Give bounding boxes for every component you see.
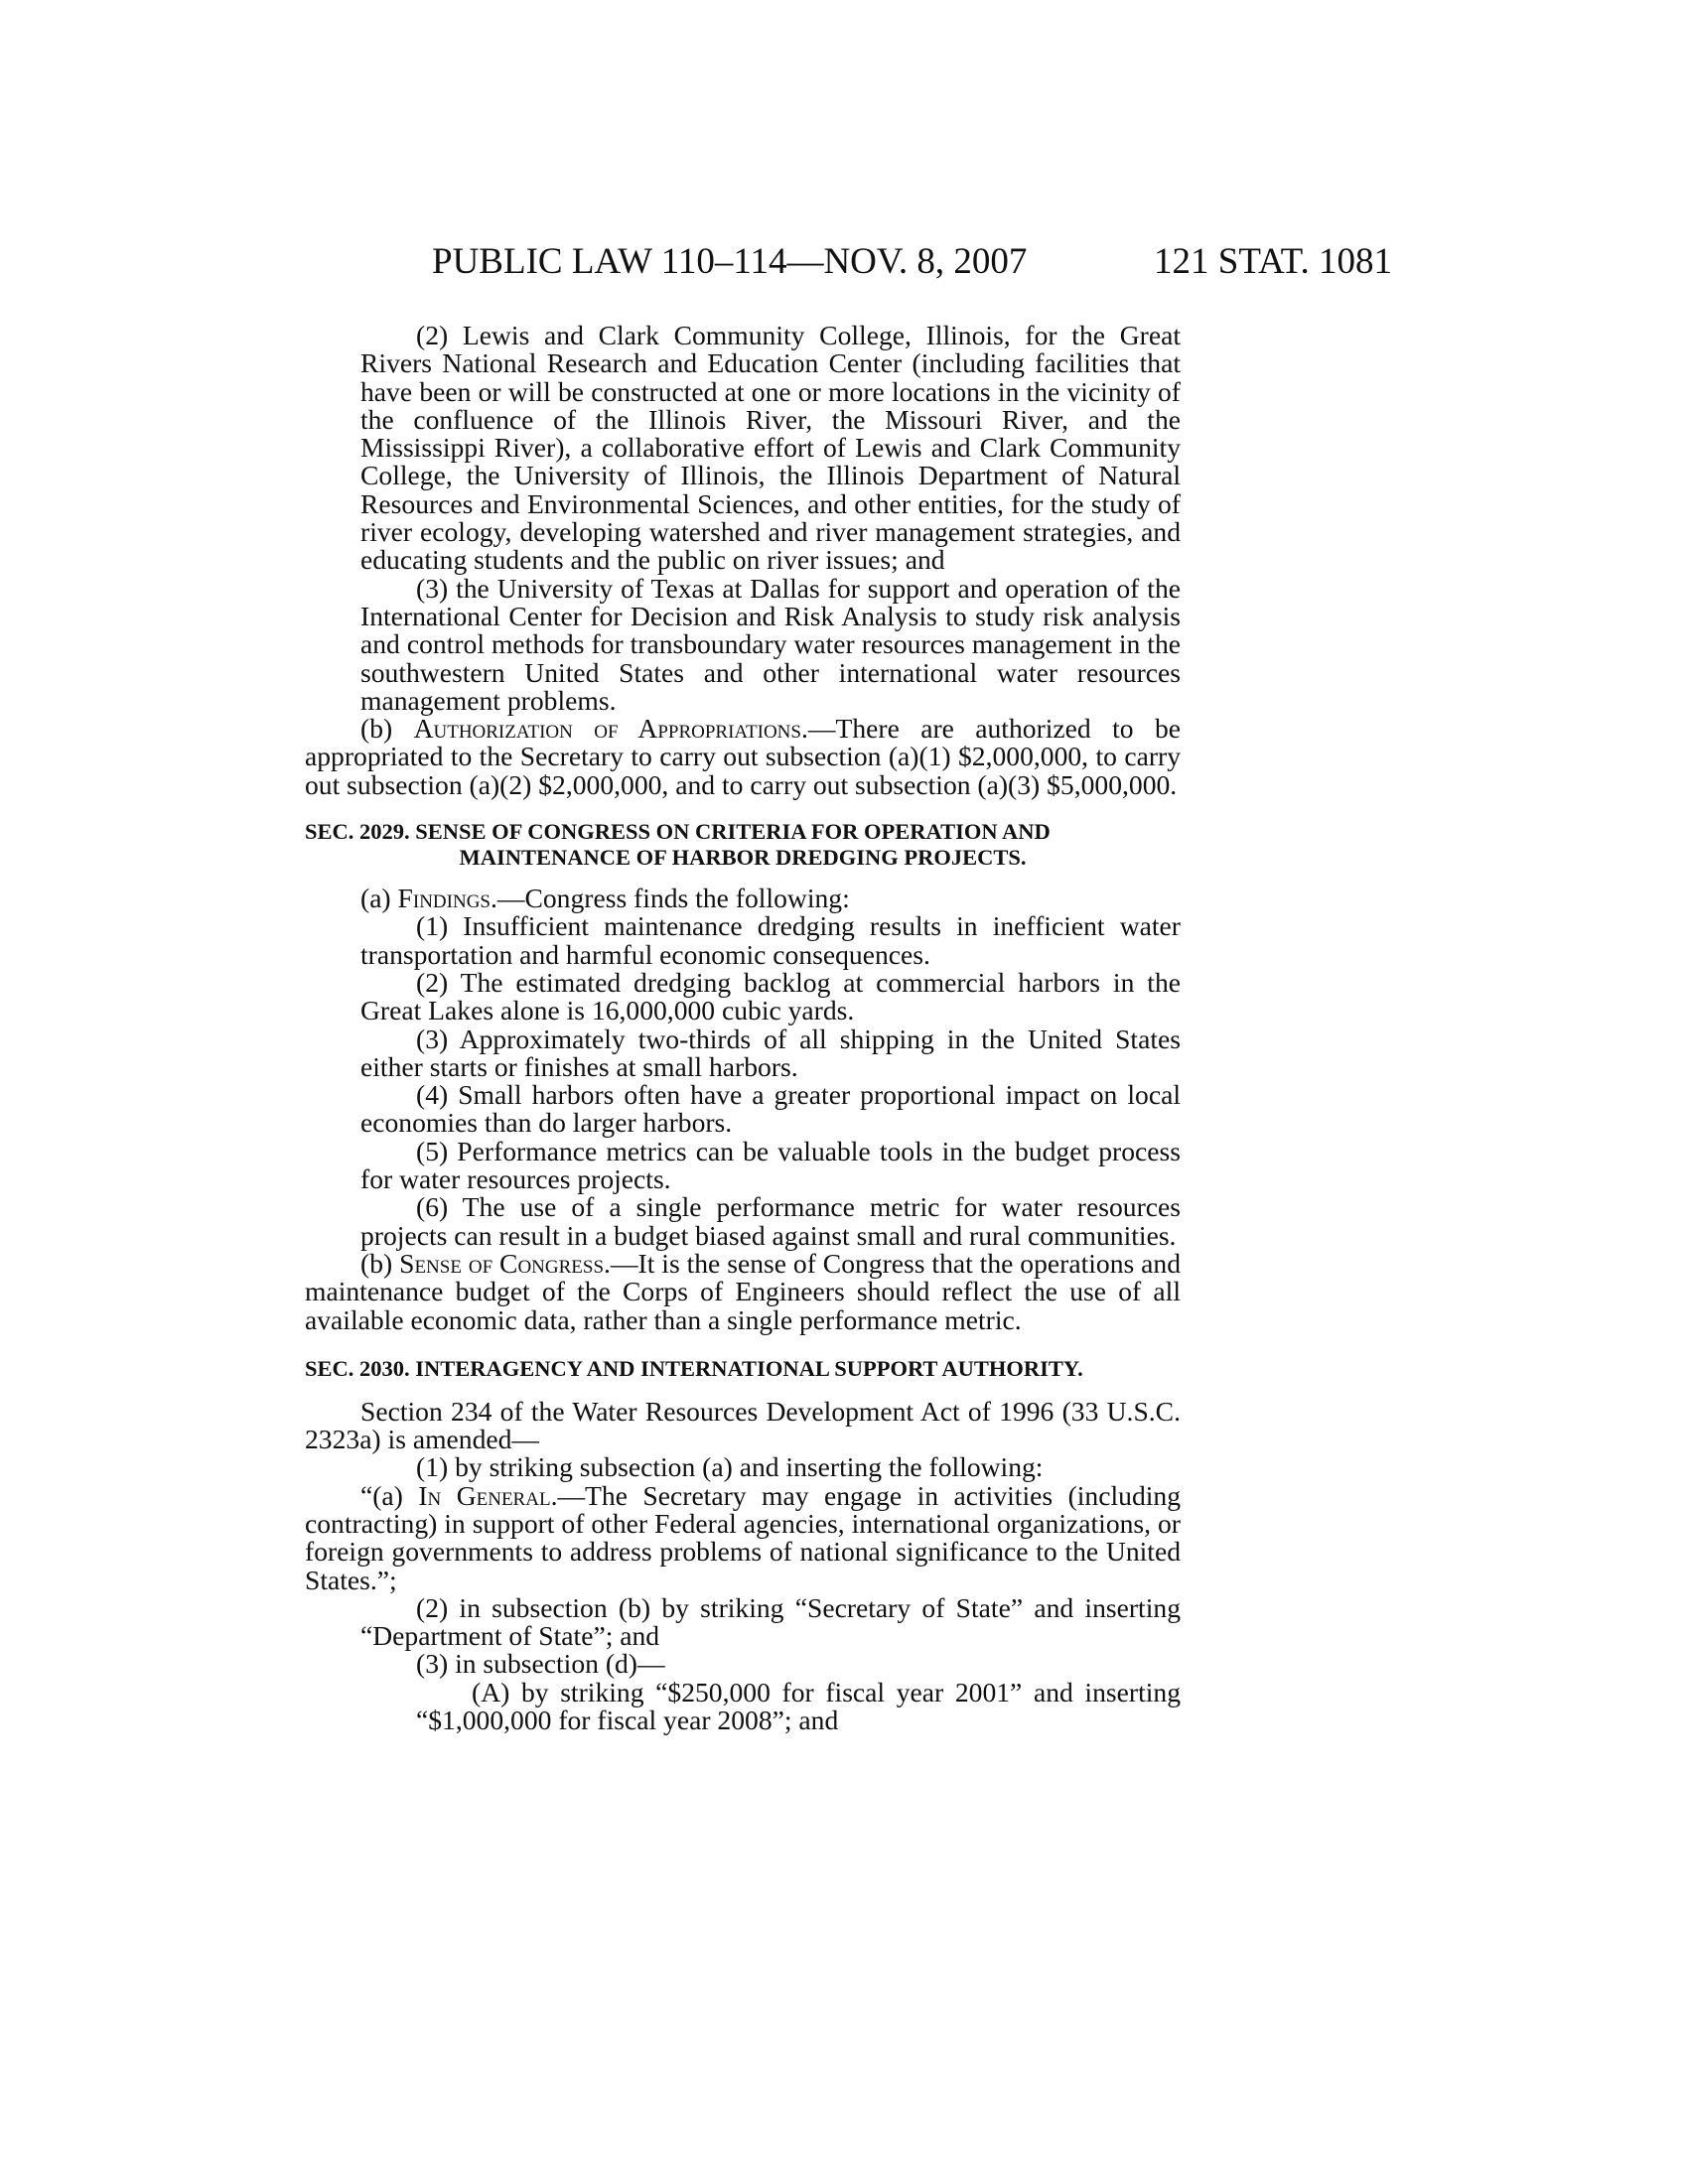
paragraph-a2: (2) Lewis and Clark Community College, Illinois, for the Great Rivers National Research and Education Center (including facilities that have been or will be constructed at one or more locations in the vicinity of the confluence of the Illinois River, the Missouri River, and the Mississippi River), a collaborative effort of Lewis and Clark Community College, the University of Illinois, the Illinois Department of Natural Resources and Environmental Sciences, and other entities, for the study of river ecology, developing watershed and river management strategies, and educating students and the public on river issues; and [360,320,1181,576]
amendment-item-2: (2) in subsection (b) by striking “Secretary of State” and inserting “Department of State”; and [360,1591,1181,1652]
amendment-item-1: (1) by striking subsection (a) and inserting the following: [416,1451,1044,1483]
finding-item: (5) Performance metrics can be valuable tools in the budget process for water resources projects. [360,1135,1181,1195]
quoted-subsection-a: “(a) In General.—The Secretary may engage in activities (including contracting) in support of other Federal agencies, international organizations, or foreign governments to address problems of national significance to the United States.”; [305,1479,1181,1595]
running-header-stat: 121 STAT. 1081 [1154,241,1392,282]
amendment-item-3a: (A) by striking “$250,000 for fiscal year 2001” and inserting “$1,000,000 for fiscal year 2008”; and [416,1676,1181,1736]
subsection-heading: In General [418,1479,551,1511]
running-header-law: PUBLIC LAW 110–114—NOV. 8, 2007 [432,241,1028,282]
subsection-heading: Sense of Congress [399,1247,605,1279]
amendment-item-3: (3) in subsection (d)— [416,1648,665,1680]
section-heading-2029: SEC. 2029. SENSE OF CONGRESS ON CRITERIA FOR OPERATION AND MAINTENANCE OF HARBOR DREDGING PROJECTS. [305,819,1051,871]
finding-item: (6) The use of a single performance metric for water resources projects can result in a budget biased against small and rural communities. [360,1191,1181,1251]
subsection-heading: Findings [397,883,491,914]
paragraph-b-appropriations: (b) Authorization of Appropriations.—There are authorized to be appropriated to the Secretary to carry out subsection (a)(1) $2,000,000, to carry out subsection (a)(2) $2,000,000, and to carry out subsection (a)(3) $5,000,000. [305,713,1181,800]
paragraph-findings: (a) Findings.—Congress finds the following: [360,883,850,914]
paragraph-amendment-intro: Section 234 of the Water Resources Development Act of 1996 (33 U.S.C. 2323a) is amended— [305,1395,1181,1455]
finding-item: (2) The estimated dredging backlog at commercial harbors in the Great Lakes alone is 16,000,000 cubic yards. [360,966,1181,1026]
finding-item: (1) Insufficient maintenance dredging results in inefficient water transportation and harmful economic consequences. [360,910,1181,970]
paragraph-a3: (3) the University of Texas at Dallas for support and operation of the International Center for Decision and Risk Analysis to study risk analysis and control methods for transboundary water resources management in the southwestern United States and other international water resources management problems. [360,572,1181,716]
document-body [305,322,1181,1734]
finding-item: (3) Approximately two-thirds of all shipping in the United States either starts or finishes at small harbors. [360,1023,1181,1082]
finding-item: (4) Small harbors often have a greater proportional impact on local economies than do larger harbors. [360,1079,1181,1139]
subsection-heading: Authorization of Appropriations [413,713,801,745]
section-heading-2030: SEC. 2030. INTERAGENCY AND INTERNATIONAL SUPPORT AUTHORITY. [305,1355,1083,1381]
paragraph-sense-of-congress: (b) Sense of Congress.—It is the sense of Congress that the operations and maintenance budget of the Corps of Engineers should reflect the use of all available economic data, rather than a single performance metric. [305,1247,1181,1335]
